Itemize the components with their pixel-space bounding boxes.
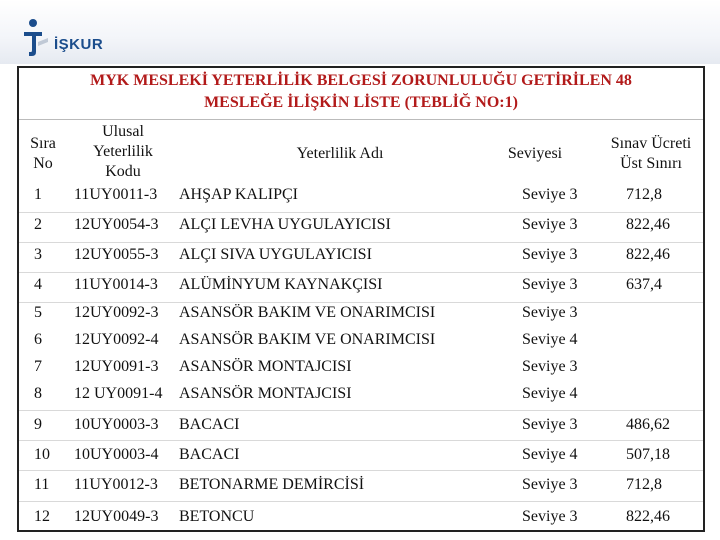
cell-seviye: Seviye 4	[522, 331, 578, 348]
cell-ad: BETONCU	[179, 508, 255, 525]
cell-ad: ASANSÖR MONTAJCISI	[179, 358, 352, 375]
cell-ad: ALÜMİNYUM KAYNAKÇISI	[179, 276, 383, 293]
cell-ad: ASANSÖR BAKIM VE ONARIMCISI	[179, 304, 436, 321]
iskur-logo-icon	[20, 18, 50, 58]
title-divider	[19, 119, 703, 120]
cell-sira: 4	[34, 276, 42, 293]
cell-sira: 9	[34, 416, 42, 433]
row-divider	[19, 302, 703, 303]
cell-ucret: 822,46	[626, 508, 670, 525]
cell-kod: 12UY0054-3	[74, 216, 159, 233]
cell-ucret: 637,4	[626, 276, 662, 293]
cell-kod: 12UY0092-4	[74, 331, 159, 348]
row-divider	[19, 470, 703, 471]
cell-ucret: 712,8	[626, 186, 662, 203]
cell-kod: 11UY0014-3	[74, 276, 158, 293]
header-ucret: Sınav Ücreti Üst Sınırı	[610, 135, 692, 172]
cell-ad: ALÇI SIVA UYGULAYICISI	[179, 246, 372, 263]
row-divider	[19, 212, 703, 213]
cell-sira: 11	[34, 476, 50, 493]
title-line-2: MESLEĞE İLİŞKİN LİSTE (TEBLİĞ NO:1)	[204, 94, 518, 111]
cell-seviye: Seviye 3	[522, 476, 578, 493]
cell-sira: 12	[34, 508, 50, 525]
title-line-1: MYK MESLEKİ YETERLİLİK BELGESİ ZORUNLULUĞU GETİRİLEN 48	[90, 72, 632, 89]
header-kod: Ulusal Yeterlilik Kodu	[93, 123, 153, 180]
cell-sira: 3	[34, 246, 42, 263]
cell-ucret: 712,8	[626, 476, 662, 493]
cell-seviye: Seviye 3	[522, 216, 578, 233]
row-divider	[19, 501, 703, 502]
cell-ad: ALÇI LEVHA UYGULAYICISI	[179, 216, 391, 233]
cell-kod: 11UY0012-3	[74, 476, 158, 493]
row-divider	[19, 410, 703, 411]
cell-ad: AHŞAP KALIPÇI	[179, 186, 298, 203]
cell-kod: 12UY0092-3	[74, 304, 159, 321]
cell-seviye: Seviye 4	[522, 446, 578, 463]
header-ad: Yeterlilik Adı	[296, 145, 384, 162]
cell-kod: 10UY0003-3	[74, 416, 159, 433]
cell-seviye: Seviye 3	[522, 304, 578, 321]
iskur-logo	[20, 18, 130, 58]
cell-kod: 12 UY0091-4	[74, 385, 163, 402]
cell-sira: 10	[34, 446, 50, 463]
cell-kod: 12UY0055-3	[74, 246, 159, 263]
row-divider	[19, 440, 703, 441]
logo-text: İŞKUR	[54, 36, 104, 53]
cell-sira: 1	[34, 186, 42, 203]
cell-seviye: Seviye 3	[522, 416, 578, 433]
cell-kod: 10UY0003-4	[74, 446, 159, 463]
cell-sira: 2	[34, 216, 42, 233]
cell-ucret: 822,46	[626, 216, 670, 233]
cell-seviye: Seviye 3	[522, 186, 578, 203]
cell-seviye: Seviye 3	[522, 358, 578, 375]
cell-kod: 11UY0011-3	[74, 186, 158, 203]
cell-sira: 7	[34, 358, 42, 375]
row-divider	[19, 242, 703, 243]
cell-ucret: 507,18	[626, 446, 670, 463]
cell-kod: 12UY0091-3	[74, 358, 159, 375]
cell-sira: 6	[34, 331, 42, 348]
cell-sira: 5	[34, 304, 42, 321]
page-title	[19, 70, 703, 114]
cell-ad: BACACI	[179, 416, 240, 433]
cell-ad: BACACI	[179, 446, 240, 463]
cell-ad: ASANSÖR BAKIM VE ONARIMCISI	[179, 331, 436, 348]
cell-ad: BETONARME DEMİRCİSİ	[179, 476, 365, 493]
cell-seviye: Seviye 3	[522, 246, 578, 263]
cell-ucret: 822,46	[626, 246, 670, 263]
row-divider	[19, 272, 703, 273]
header-sira: Sıra No	[30, 135, 56, 172]
cell-kod: 12UY0049-3	[74, 508, 159, 525]
cell-seviye: Seviye 4	[522, 385, 578, 402]
header-seviye: Seviyesi	[507, 145, 563, 162]
cell-seviye: Seviye 3	[522, 508, 578, 525]
cell-seviye: Seviye 3	[522, 276, 578, 293]
cell-ad: ASANSÖR MONTAJCISI	[179, 385, 352, 402]
cell-ucret: 486,62	[626, 416, 670, 433]
cell-sira: 8	[34, 385, 42, 402]
